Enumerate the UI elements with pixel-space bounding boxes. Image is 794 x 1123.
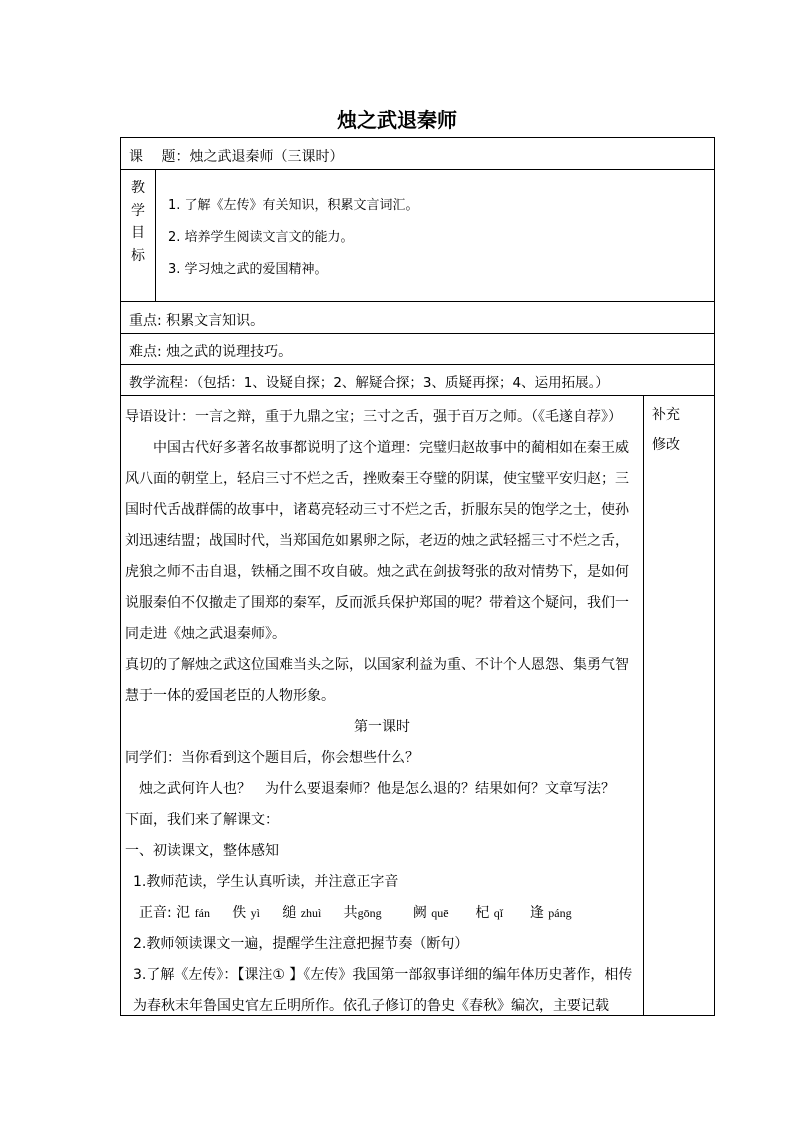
question-line: 同学们：当你看到这个题目后，你会想些什么？: [125, 750, 419, 766]
step-line: 1.教师范读，学生认真听读，并注意正字音: [133, 874, 399, 890]
pron-char: 佚: [232, 905, 247, 921]
lesson-content: [121, 396, 643, 1015]
teaching-flow: 教学流程：（包括：1、设疑自探；2、解疑合探；3、质疑再探；4、运用拓展。）: [129, 375, 609, 391]
topic-line: 课 题：烛之武退秦师（三课时）: [129, 149, 344, 165]
pronunciation-line: [125, 898, 639, 929]
pron-pinyin: gōng: [357, 906, 382, 920]
pron-pinyin: fán: [194, 906, 210, 920]
pron-char: 缒: [282, 905, 297, 921]
pron-pinyin: qǐ: [493, 906, 504, 920]
goals-label-char: 标: [131, 247, 145, 264]
goals-label-char: 目: [131, 225, 145, 241]
step-line: 2.教师领读课文一遍，提醒学生注意把握节奏（断句）: [133, 936, 469, 952]
difficulty: 难点: 烛之武的说理技巧。: [129, 344, 293, 360]
goals-list: [156, 170, 714, 286]
question-line: 下面，我们来了解课文：: [125, 812, 279, 828]
pron-char: 阙: [412, 905, 427, 921]
goal-item: 2. 培养学生阅读文言文的能力。: [168, 230, 354, 245]
step-line: 3.了解《左传》：【课注① 】《左传》我国第一部叙事详细的编年体历史著作，相传为春秋末年鲁国史官左丘明所作。依孔子修订的鲁史《春秋》编次，主要记载: [133, 967, 633, 1014]
goal-item: 1. 了解《左传》有关知识，积累文言词汇。: [168, 198, 419, 213]
lesson-heading: 第一课时: [354, 719, 410, 735]
pron-pinyin: zhuì: [300, 906, 322, 920]
pron-label: 正音:: [139, 905, 172, 921]
pron-pinyin: páng: [548, 906, 572, 920]
side-note: [644, 396, 714, 460]
question-line: 烛之武何许人也？ 为什么要退秦师？他是怎么退的？结果如何？文章写法？: [139, 781, 615, 797]
goal-item: 3. 学习烛之武的爱国精神。: [168, 262, 328, 277]
key-point: 重点: 积累文言知识。: [129, 313, 265, 329]
pron-char: 杞: [475, 905, 490, 921]
pron-pinyin: quē: [431, 906, 449, 920]
pron-char: 共: [343, 905, 358, 921]
page-title: 烛之武退秦师: [337, 108, 457, 132]
intro-line: 导语设计：一言之辩，重于九鼎之宝；三寸之舌，强于百万之师。（《毛遂自荐》）: [125, 409, 622, 425]
lesson-plan-table: [120, 137, 715, 1016]
goals-label: [121, 170, 156, 302]
section-heading: 一、初读课文，整体感知: [125, 843, 279, 859]
pron-pinyin: yì: [250, 906, 261, 920]
paragraph: 中国古代好多著名故事都说明了这个道理：完璧归赵故事中的蔺相如在秦王威风八面的朝堂上，轻启三寸不烂之舌，挫败秦王夺璧的阴谋，使宝璧平安归赵；三国时代舌战群儒的故事中，诸葛亮轻动三寸不烂之舌，折服东吴的饱学之士，使孙刘迅速结盟；战国时代，当郑国危如累卵之际，老迈的烛之武轻摇三寸不烂之舌，虎狼之师不击自退，铁桶之围不攻自破。烛之武在剑拔弩张的敌对情势下，是如何说服秦伯不仅撤走了围郑的秦军，反而派兵保护郑国的呢？带着这个疑问，我们一同走进《烛之武退秦师》。: [125, 440, 629, 642]
goals-label-char: 学: [131, 202, 145, 219]
pron-char: 氾: [176, 905, 191, 921]
paragraph: 真切的了解烛之武这位国难当头之际，以国家利益为重、不计个人恩怨、集勇气智慧于一体的爱国老臣的人物形象。: [125, 657, 629, 704]
side-note-line: 修改: [652, 437, 680, 453]
side-note-line: 补充: [652, 407, 680, 423]
pron-char: 逢: [529, 905, 544, 921]
goals-label-char: 教: [131, 180, 145, 196]
